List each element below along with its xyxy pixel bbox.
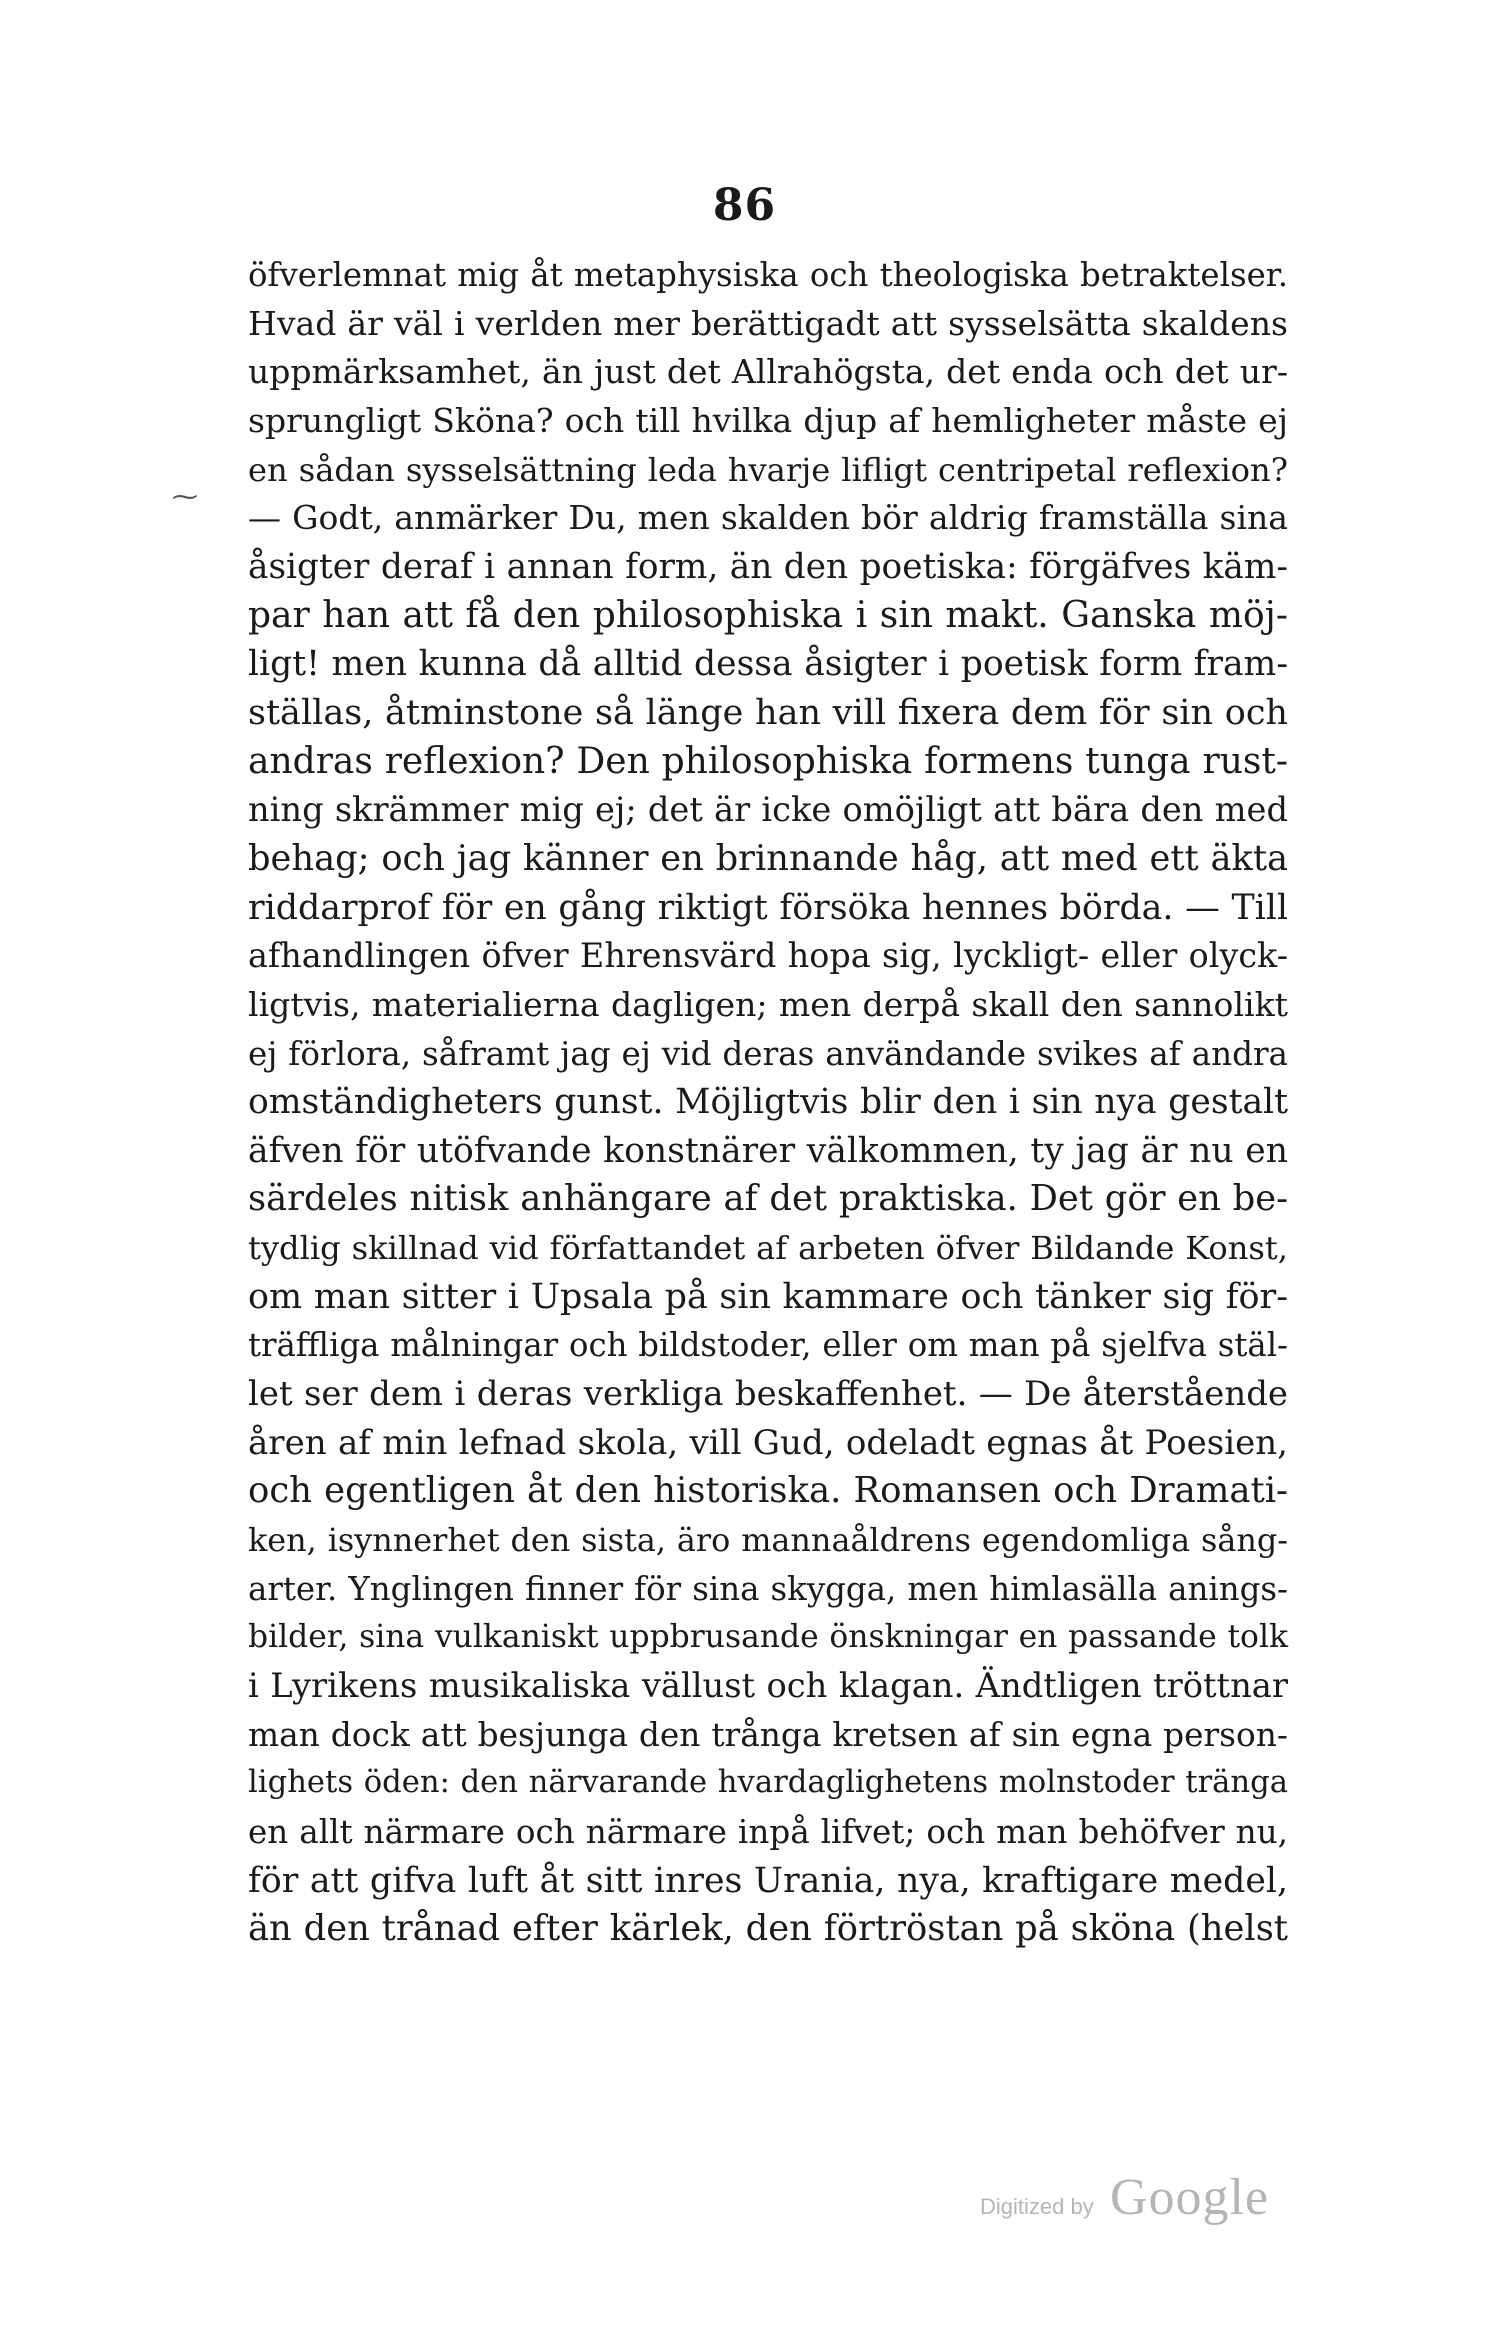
text-line: riddarprof för en gång riktigt försöka hennes börda. — Till xyxy=(248,887,1288,928)
text-line: bilder, sina vulkaniskt uppbrusande önskningar en passande tolk xyxy=(248,1619,1288,1656)
text-line: behag; och jag känner en brinnande håg, att med ett äkta xyxy=(248,837,1288,879)
text-line: andras reflexion? Den philosophiska formens tunga rust- xyxy=(248,740,1288,782)
text-line: öfverlemnat mig åt metaphysiska och theologiska betraktelser. xyxy=(248,256,1288,294)
text-line: träffliga målningar och bildstoder, eller om man på sjelfva stäl- xyxy=(248,1326,1288,1365)
text-line: let ser dem i deras verkliga beskaffenhet. — De återstående xyxy=(248,1374,1288,1415)
text-line: ej förlora, såframt jag ej vid deras användande svikes af andra xyxy=(248,1034,1288,1073)
text-line: man dock att besjunga den trånga kretsen af sin egna person- xyxy=(248,1715,1288,1754)
text-line: afhandlingen öfver Ehrensvärd hopa sig, lyckligt- eller olyck- xyxy=(248,936,1288,976)
text-line: särdeles nitisk anhängare af det praktiska. Det gör en be- xyxy=(248,1178,1288,1220)
text-line: uppmärksamhet, än just det Allrahögsta, det enda och det ur- xyxy=(248,352,1288,392)
text-line: ligtvis, materialierna dagligen; men derpå skall den sannolikt xyxy=(248,984,1288,1024)
text-line: om man sitter i Upsala på sin kammare och tänker sig för- xyxy=(248,1276,1288,1317)
text-line: en allt närmare och närmare inpå lifvet; och man behöfver nu, xyxy=(248,1813,1288,1851)
text-line: äfven för utöfvande konstnärer välkommen, ty jag är nu en xyxy=(248,1130,1288,1171)
text-line: ligt! men kunna då alltid dessa åsigter i poetisk form fram- xyxy=(248,644,1288,685)
text-line: par han att få den philosophiska i sin makt. Ganska möj- xyxy=(248,594,1288,636)
text-line: tydlig skillnad vid författandet af arbeten öfver Bildande Konst, xyxy=(248,1229,1288,1268)
text-line: i Lyrikens musikaliska vällust och klagan. Ändtligen tröttnar xyxy=(248,1666,1288,1706)
text-line: och egentligen åt den historiska. Romansen och Dramati- xyxy=(248,1470,1288,1512)
text-line: åsigter deraf i annan form, än den poetiska: förgäfves käm- xyxy=(248,546,1288,587)
text-line: än den trånad efter kärlek, den förtröstan på sköna (helst xyxy=(248,1908,1288,1950)
text-line: omständigheters gunst. Möjligtvis blir den i sin nya gestalt xyxy=(248,1082,1288,1123)
body-text xyxy=(248,251,1288,1954)
text-line: ställas, åtminstone så länge han vill fixera dem för sin och xyxy=(248,691,1288,733)
google-watermark: Google xyxy=(1110,2169,1270,2226)
margin-mark: ⁓ xyxy=(172,482,198,512)
text-line: ken, isynnerhet den sista, äro mannaåldrens egendomliga sång- xyxy=(248,1521,1288,1560)
text-line: — Godt, anmärker Du, men skalden bör aldrig framställa sina xyxy=(248,498,1288,538)
text-line: ning skrämmer mig ej; det är icke omöjligt att bära den med xyxy=(248,790,1288,830)
digitized-by-label: Digitized by xyxy=(980,2194,1094,2219)
text-line: åren af min lefnad skola, vill Gud, odeladt egnas åt Poesien, xyxy=(248,1422,1288,1463)
text-line: en sådan sysselsättning leda hvarje lifligt centripetal reflexion? xyxy=(248,450,1288,489)
text-line: för att gifva luft åt sitt inres Urania, nya, kraftigare medel, xyxy=(248,1860,1288,1901)
text-line: Hvad är väl i verlden mer berättigadt att sysselsätta skaldens xyxy=(248,303,1288,343)
text-line: lighets öden: den närvarande hvardaglighetens molnstoder tränga xyxy=(248,1765,1288,1801)
page-number: 86 xyxy=(712,180,777,231)
text-line: arter. Ynglingen finner för sina skygga, men himlasälla anings- xyxy=(248,1569,1288,1608)
text-line: sprungligt Sköna? och till hvilka djup af hemligheter måste ej xyxy=(248,400,1288,440)
